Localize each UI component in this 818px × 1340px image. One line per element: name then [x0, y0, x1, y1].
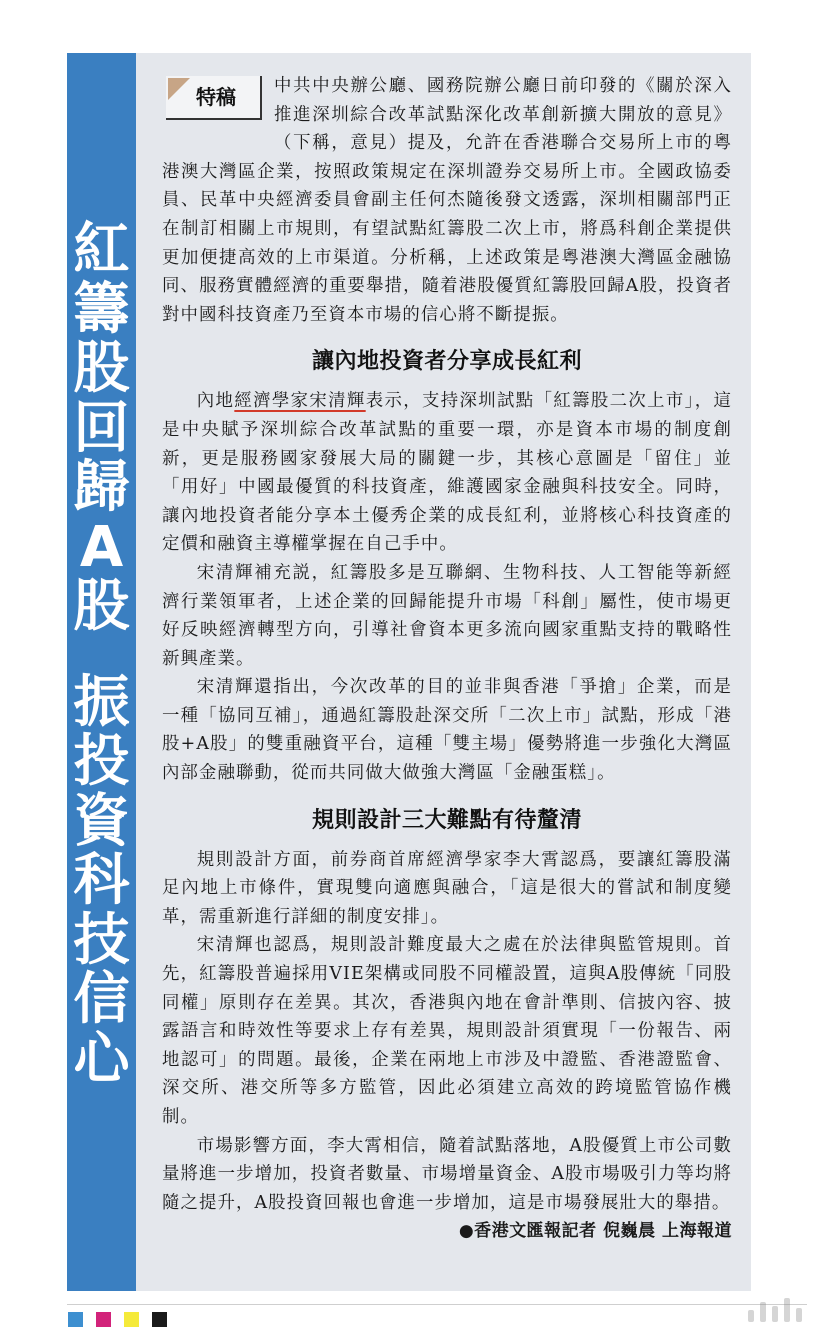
article-body — [162, 72, 732, 1246]
magenta-swatch — [96, 1312, 111, 1327]
tag-triangle-icon — [168, 78, 190, 100]
subheading-2: 規則設計三大難點有待釐清 — [311, 807, 582, 833]
paragraph-3: 宋清輝還指出，今次改革的目的並非與香港「爭搶」企業，而是一種「協同互補」，通過紅籌股赴深交所「二次上市」試點，形成「港股+A股」的雙重融資平台，這種「雙主場」優勢將進一步強化大灣區內部金融聯動，從而共同做大做強大灣區「金融蛋糕」。 — [162, 677, 732, 784]
underlined-name: 經濟學家宋清輝 — [234, 391, 366, 412]
headline-char: 回 — [73, 395, 130, 461]
headline-char: 信 — [73, 967, 130, 1032]
headline-char: 股 — [73, 574, 130, 639]
black-swatch — [152, 1312, 167, 1327]
headline-char: A — [79, 514, 124, 580]
vertical-headline — [67, 217, 136, 1092]
paragraph-1-pre: 內地 — [196, 391, 235, 412]
paragraph-6 — [162, 1132, 732, 1242]
footer-divider — [67, 1304, 807, 1305]
special-report-tag — [166, 76, 262, 120]
intro-paragraph: 中共中央辦公廳、國務院辦公廳日前印發的《關於深入推進深圳綜合改革試點深化改革創新擴大開放的意見》（下稱，意見）提及，允許在香港聯合交易所上市的粵港澳大灣區企業，按照政策規定在深圳證券交易所上市。全國政協委員、民革中央經濟委員會副主任何杰隨後發文透露，深圳相關部門正在制訂相關上市規則，有望試點紅籌股二次上市，將爲科創企業提供更加便捷高效的上市渠道。分析稱，上述政策是粵港澳大灣區金融協同、服務實體經濟的重要舉措，隨着港股優質紅籌股回歸A股，投資者對中國科技資產乃至資本市場的信心將不斷提振。 — [162, 76, 732, 325]
headline-char: 股 — [73, 336, 130, 401]
headline-char: 投 — [73, 729, 130, 794]
top-strip — [0, 0, 818, 6]
yellow-swatch — [124, 1312, 139, 1327]
headline-char: 科 — [73, 848, 130, 913]
headline-char: 紅 — [73, 217, 130, 282]
paragraph-1-post: 表示，支持深圳試點「紅籌股二次上市」，這是中央賦予深圳綜合改革試點的重要一環，亦是資本市場的制度創新，更是服務國家發展大局的關鍵一步，其核心意圖是「留住」並「用好」中國最優質的科技資產，維護國家金融與科技安全。同時，讓內地投資者能分享本土優秀企業的成長紅利，並將核心科技資產的定價和融資主導權掌握在自己手中。 — [162, 391, 732, 555]
headline-char: 心 — [73, 1026, 130, 1092]
bar-chart-watermark-icon — [748, 1298, 802, 1322]
headline-char: 歸 — [73, 455, 130, 520]
tag-label: 特稿 — [196, 85, 236, 109]
byline: ●香港文匯報記者 倪巍晨 上海報道 — [458, 1221, 732, 1242]
paragraph-6-text: 市場影響方面，李大霄相信，隨着試點落地，A股優質上市公司數量將進一步增加，投資者數量、市場增量資金、A股市場吸引力等均將隨之提升，A股投資回報也會進一步增加，這是市場發展壯大的舉措。 — [162, 1135, 732, 1213]
headline-char: 籌 — [73, 276, 130, 342]
cyan-swatch — [68, 1312, 83, 1327]
color-registration-swatches — [68, 1312, 167, 1327]
headline-char: 振 — [73, 669, 130, 735]
headline-char: 資 — [73, 788, 130, 854]
paragraph-5: 宋清輝也認爲，規則設計難度最大之處在於法律與監管規則。首先，紅籌股普遍採用VIE架構或同股不同權設置，這與A股傳統「同股同權」原則存在差異。其次，香港與內地在會計準則、信披內容、披露語言和時效性等要求上存有差異，規則設計須實現「一份報告、兩地認可」的問題。最後，企業在兩地上市涉及中證監、香港證監會、深交所、港交所等多方監管，因此必須建立高效的跨境監管協作機制。 — [162, 935, 732, 1127]
paragraph-2: 宋清輝補充説，紅籌股多是互聯網、生物科技、人工智能等新經濟行業領軍者，上述企業的回歸能提升市場「科創」屬性，使市場更好反映經濟轉型方向，引導社會資本更多流向國家重點支持的戰略性新興產業。 — [162, 562, 732, 669]
headline-char: 技 — [73, 907, 130, 973]
paragraph-1 — [162, 387, 732, 559]
subheading-1: 讓內地投資者分享成長紅利 — [311, 349, 582, 375]
paragraph-4: 規則設計方面，前券商首席經濟學家李大霄認爲，要讓紅籌股滿足內地上市條件，實現雙向適應與融合，「這是很大的嘗試和制度變革，需重新進行詳細的制度安排」。 — [162, 849, 732, 927]
